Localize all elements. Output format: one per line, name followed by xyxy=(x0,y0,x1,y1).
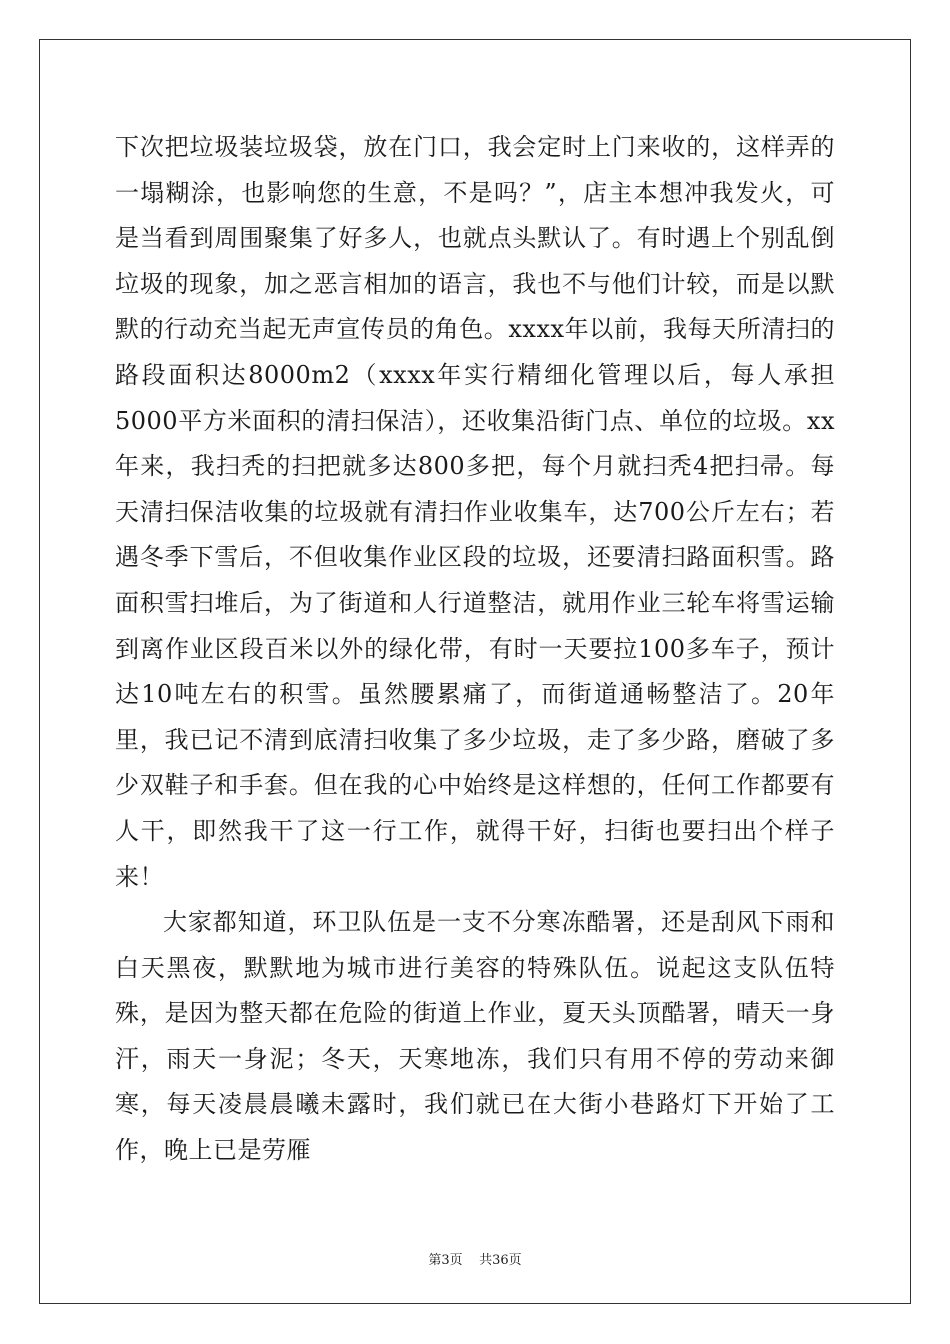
page-footer xyxy=(0,1249,950,1268)
page-number: 第3页 xyxy=(428,1253,463,1268)
paragraph-1: 下次把垃圾装垃圾袋，放在门口，我会定时上门来收的，这样弄的一塌糊涂，也影响您的生意，不是吗？”，店主本想冲我发火，可是当看到周围聚集了好多人，也就点头默认了。有时遇上个别乱倒垃圾的现象，加之恶言相加的语言，我也不与他们计较，而是以默默的行动充当起无声宣传员的角色。xxxx年以前，我每天所清扫的路段面积达8000m2（xxxx年实行精细化管理以后，每人承担5000平方米面积的清扫保洁），还收集沿街门点、单位的垃圾。xx年来，我扫秃的扫把就多达800多把，每个月就扫秃4把扫帚。每天清扫保洁收集的垃圾就有清扫作业收集车，达700公斤左右；若遇冬季下雪后，不但收集作业区段的垃圾，还要清扫路面积雪。路面积雪扫堆后，为了街道和人行道整洁，就用作业三轮车将雪运输到离作业区段百米以外的绿化带，有时一天要拉100多车子，预计达10吨左右的积雪。虽然腰累痛了，而街道通畅整洁了。20年里，我已记不清到底清扫收集了多少垃圾，走了多少路，磨破了多少双鞋子和手套。但在我的心中始终是这样想的，任何工作都要有人干，即然我干了这一行工作，就得干好，扫街也要扫出个样子来！ xyxy=(115,133,835,891)
paragraph-2: 大家都知道，环卫队伍是一支不分寒冻酷署，还是刮风下雨和白天黑夜，默默地为城市进行美容的特殊队伍。说起这支队伍特殊，是因为整天都在危险的街道上作业，夏天头顶酷署，晴天一身汗，雨天一身泥；冬天，天寒地冻，我们只有用不停的劳动来御寒，每天凌晨晨曦未露时，我们就已在大街小巷路灯下开始了工作，晚上已是劳雁 xyxy=(115,908,835,1165)
document-body xyxy=(115,125,835,1174)
page-total: 共36页 xyxy=(479,1253,522,1268)
